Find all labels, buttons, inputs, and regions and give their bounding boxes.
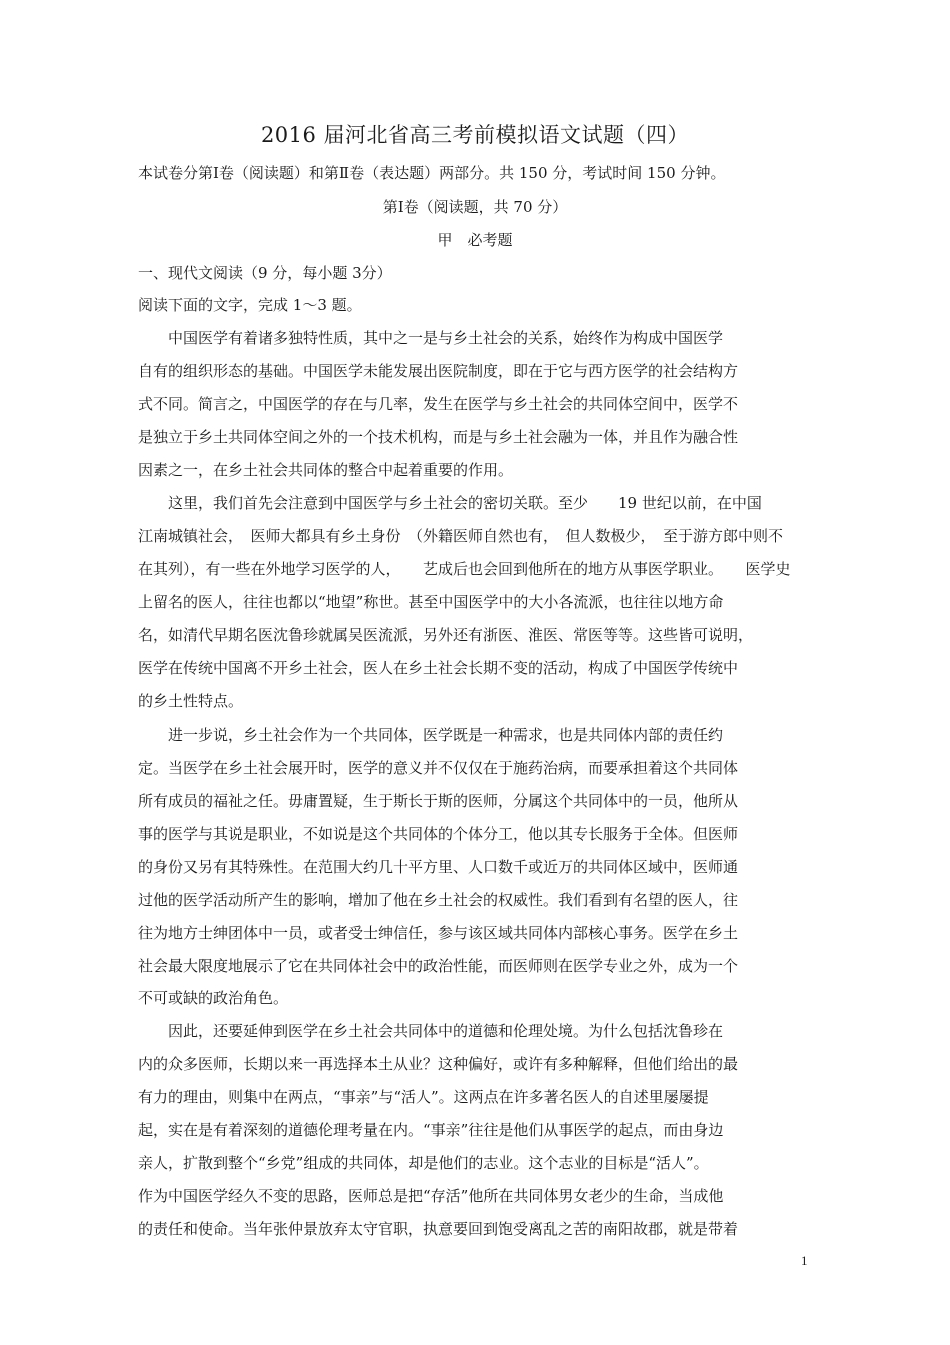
body-line: 自有的组织形态的基础。中国医学未能发展出医院制度，即在于它与西方医学的社会结构方 (138, 362, 739, 380)
body-line: 作为中国医学经久不变的思路，医师总是把“存活”他所在共同体男女老少的生命，当成他 (138, 1187, 724, 1205)
body-line: 定。当医学在乡土社会展开时，医学的意义并不仅仅在于施药治病，而要承担着这个共同体 (138, 759, 739, 777)
document-title: 2016 届河北省高三考前模拟语文试题（四） (260, 123, 690, 147)
body-line: 的身份又另有其特殊性。在范围大约几十平方里、人口数千或近万的共同体区域中，医师通 (138, 858, 739, 876)
body-line: 在其列），有一些在外地学习医学的人， 艺成后也会回到他所在的地方从事医学职业。 医学史 (138, 560, 791, 578)
body-line: 起，实在是有着深刻的道德伦理考量在内。“事亲”往往是他们从事医学的起点，而由身边 (138, 1121, 724, 1139)
body-line: 是独立于乡土共同体空间之外的一个技术机构，而是与乡土社会融为一体，并且作为融合性 (138, 428, 739, 446)
body-line: 过他的医学活动所产生的影响，增加了他在乡土社会的权威性。我们看到有名望的医人，往 (138, 891, 739, 909)
body-line: 这里，我们首先会注意到中国医学与乡土社会的密切关联。至少 19 世纪以前，在中国 (138, 494, 762, 512)
exam-intro: 本试卷分第Ⅰ卷（阅读题）和第Ⅱ卷（表达题）两部分。共 150 分，考试时间 150 分钟。 (138, 164, 726, 182)
body-line: 内的众多医师，长期以来一再选择本土从业？这种偏好，或许有多种解释，但他们给出的最 (138, 1055, 739, 1073)
body-line: 事的医学与其说是职业，不如说是这个共同体的个体分工，他以其专长服务于全体。但医师 (138, 825, 739, 843)
body-line: 中国医学有着诸多独特性质，其中之一是与乡土社会的关系，始终作为构成中国医学 (138, 329, 724, 347)
body-line: 医学在传统中国离不开乡土社会，医人在乡土社会长期不变的活动，构成了中国医学传统中 (138, 659, 739, 677)
page-number: 1 (801, 1253, 808, 1268)
body-line: 有力的理由，则集中在两点，“事亲”与“活人”。这两点在许多著名医人的自述里屡屡提 (138, 1088, 709, 1106)
body-line: 式不同。简言之，中国医学的存在与几率，发生在医学与乡土社会的共同体空间中，医学不 (138, 395, 739, 413)
body-line: 因此，还要延伸到医学在乡土社会共同体中的道德和伦理处境。为什么包括沈鲁珍在 (138, 1022, 724, 1040)
body-line: 所有成员的福祉之任。毋庸置疑，生于斯长于斯的医师，分属这个共同体中的一员，他所从 (138, 792, 739, 810)
question-heading: 一、现代文阅读（9 分，每小题 3分） (138, 264, 392, 282)
body-line: 江南城镇社会， 医师大都具有乡土身份 （外籍医师自然也有， 但人数极少， 至于游方郎中则不 (138, 527, 784, 545)
body-line: 亲人，扩散到整个“乡党”组成的共同体，却是他们的志业。这个志业的目标是“活人”。 (138, 1154, 709, 1172)
question-instruction: 阅读下面的文字，完成 1～3 题。 (138, 296, 362, 314)
body-line: 往为地方士绅团体中一员，或者受士绅信任，参与该区域共同体内部核心事务。医学在乡土 (138, 924, 739, 942)
body-line: 不可或缺的政治角色。 (138, 989, 289, 1007)
subsection-heading: 甲 必考题 (437, 231, 513, 249)
body-line: 上留名的医人，往往也都以“地望”称世。甚至中国医学中的大小各流派，也往往以地方命 (138, 593, 724, 611)
body-line: 进一步说，乡土社会作为一个共同体，医学既是一种需求，也是共同体内部的责任约 (138, 726, 724, 744)
body-line: 因素之一，在乡土社会共同体的整合中起着重要的作用。 (138, 461, 514, 479)
body-line: 的责任和使命。当年张仲景放弃太守官职，执意要回到饱受离乱之苦的南阳故郡，就是带着 (138, 1220, 739, 1238)
body-line: 社会最大限度地展示了它在共同体社会中的政治性能，而医师则在医学专业之外，成为一个 (138, 957, 739, 975)
body-line: 的乡土性特点。 (138, 692, 244, 710)
body-line: 名，如清代早期名医沈鲁珍就属吴医流派，另外还有浙医、淮医、常医等等。这些皆可说明， (138, 626, 754, 644)
section-heading: 第Ⅰ卷（阅读题，共 70 分） (382, 198, 568, 216)
